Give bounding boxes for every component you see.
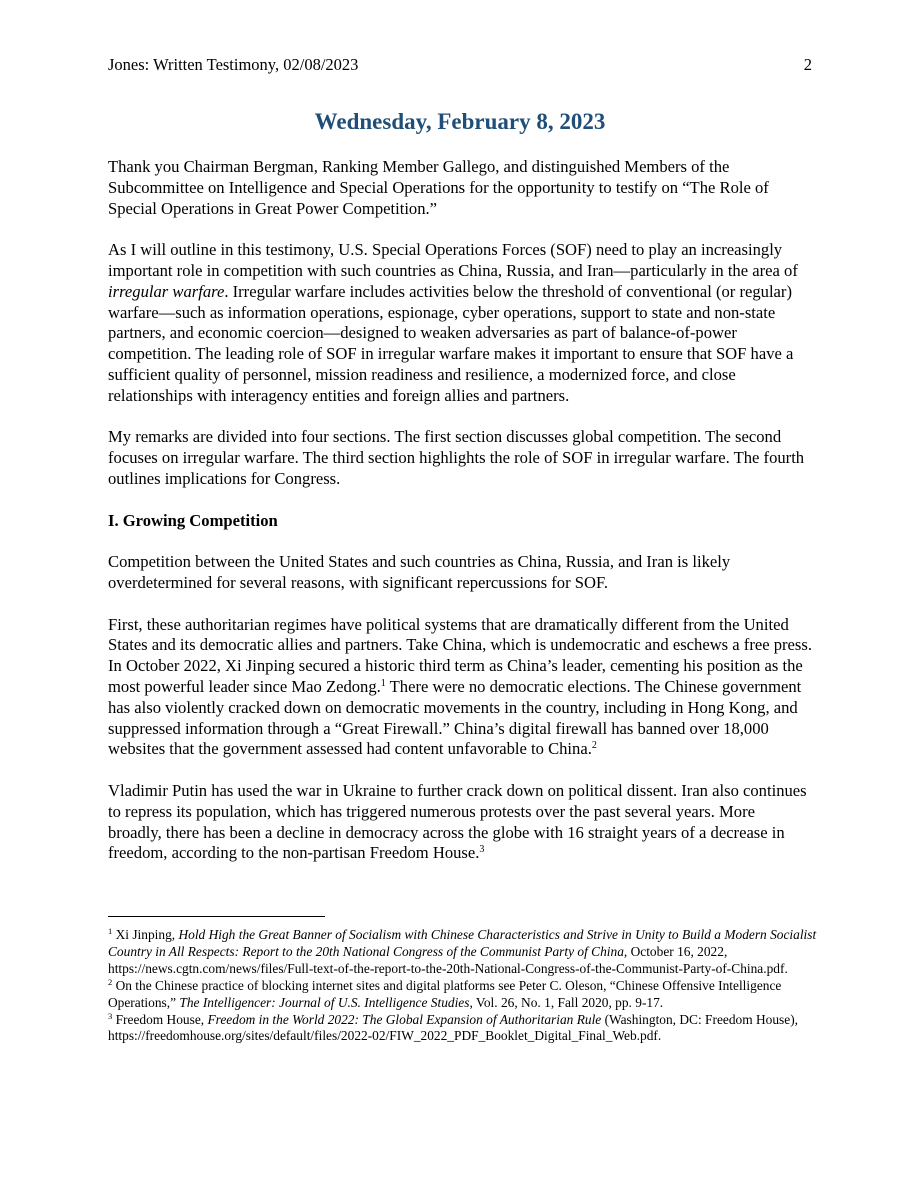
running-header bbox=[108, 55, 812, 75]
footnote-2: $^2$ On the Chinese practice of blocking internet sites and digital platforms see Peter C. Oleson, “Chinese Offensive Intelligence Operations,” The Intelligencer: Journal of U.S. Intelligence Studies, Vol. 26, No. 1, Fall 2020, pp. 9-17. bbox=[108, 976, 782, 1010]
paragraph-competition: Competition between the United States and such countries as China, Russia, and Iran is likely overdetermined for several reasons, with significant repercussions for SOF. bbox=[108, 552, 731, 592]
footnote-ref-3[interactable]: 3 bbox=[479, 844, 485, 856]
footnote-1: $^1$ Xi Jinping, Hold High the Great Banner of Socialism with Chinese Characteristics and Strive in Unity to Build a Modern Socialist Country in All Respects: Report to the 20th National Congress of the Communist Party of China, October 16, 2022, https://news.cgtn.com/news/files/Full-text-of-the-report-to-the-20th-National-Congress-of-the-Communist-Party-of-China.pdf. bbox=[108, 926, 817, 976]
emphasis-irregular-warfare: irregular warfare bbox=[108, 281, 225, 301]
footnote-3: $^3$ Freedom House, Freedom in the World 2022: The Global Expansion of Authoritarian Rule (Washington, DC: Freedom House), https://freedomhouse.org/sites/default/files/2022-02/FIW_2022_PDF_Booklet_Digital_Final_Web.pdf. bbox=[108, 1010, 799, 1044]
page-number: 2 bbox=[803, 55, 812, 74]
paragraph-authoritarian-regimes: First, these authoritarian regimes have political systems that are dramatically different from the United States and its democratic allies and partners. Take China, which is undemocratic and eschews a free press. In October 2022, Xi Jinping secured a historic third term as China’s leader, cementing his position as the most powerful leader since Mao Zedong.$^1$ There were no democratic elections. The Chinese government has also violently cracked down on democratic movements in the country, including in Hong Kong, and suppressed information through a “Great Firewall.” China’s digital firewall has banned over 18,000 websites that the government assessed had content unfavorable to China.$^2$ bbox=[108, 614, 812, 759]
section-heading: I. Growing Competition bbox=[108, 510, 278, 530]
paragraph-intro: Thank you Chairman Bergman, Ranking Member Gallego, and distinguished Members of the Subcommittee on Intelligence and Special Operations for the opportunity to testify on “The Role of Special Operations in Great Power Competition.” bbox=[108, 157, 769, 218]
testimony-body bbox=[108, 157, 812, 885]
page-title: Wednesday, February 8, 2023 bbox=[314, 109, 606, 134]
footnote-separator bbox=[108, 916, 325, 917]
header-title: Jones: Written Testimony, 02/08/2023 bbox=[108, 55, 359, 74]
footnotes bbox=[108, 927, 818, 1045]
paragraph-sof-role: As I will outline in this testimony, U.S. Special Operations Forces (SOF) need to play an increasingly important role in competition with such countries as China, Russia, and Iran—particularly in the area of irregular warfare. Irregular warfare includes activities below the threshold of conventional (or regular) warfare—such as information operations, espionage, cyber operations, support to state and non-state partners, and economic coercion—designed to weaken adversaries as part of balance-of-power competition. The leading role of SOF in irregular warfare makes it important to ensure that SOF have a sufficient quality of personnel, mission readiness and resilience, a modernized force, and close relationships with interagency entities and foreign allies and partners. bbox=[108, 240, 798, 405]
footnote-ref-1[interactable]: 1 bbox=[380, 677, 386, 689]
footnote-ref-2[interactable]: 2 bbox=[591, 740, 597, 752]
paragraph-sections-overview: My remarks are divided into four sections. The first section discusses global competition. The second focuses on irregular warfare. The third section highlights the role of SOF in irregular warfare. The fourth outlines implications for Congress. bbox=[108, 427, 805, 488]
paragraph-decline-democracy: Vladimir Putin has used the war in Ukraine to further crack down on political dissent. Iran also continues to repress its population, which has triggered numerous protests over the past several years. More broadly, there has been a decline in democracy across the globe with 16 straight years of a decrease in freedom, according to the non-partisan Freedom House.$^3$ bbox=[108, 780, 807, 863]
